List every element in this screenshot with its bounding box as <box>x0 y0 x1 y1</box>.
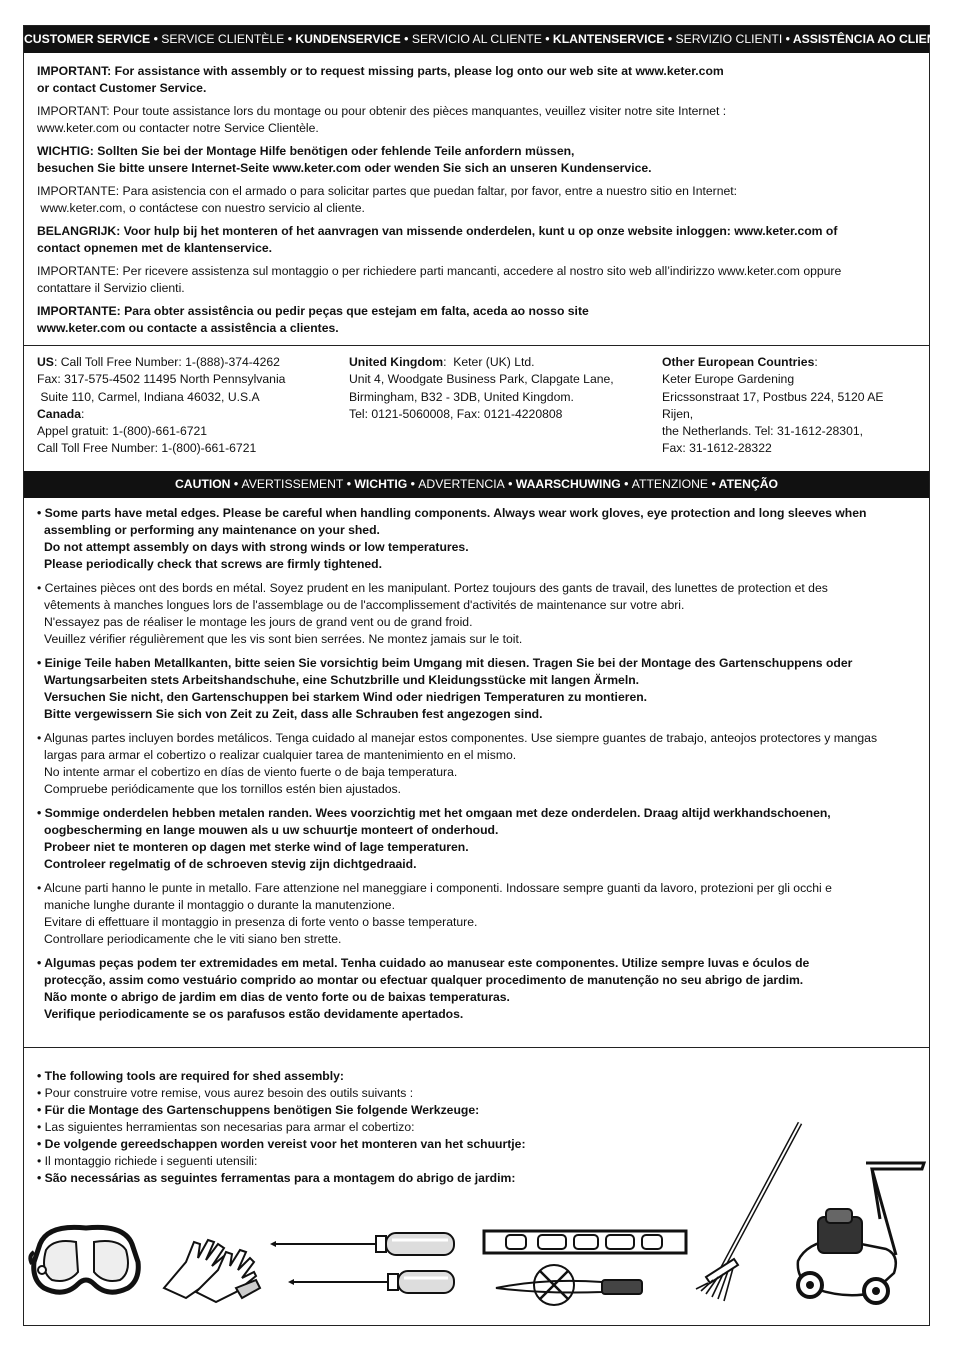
caution-line: Controleer regelmatig of de schroeven stevig zijn dichtgedraaid. <box>44 856 417 871</box>
caution-paragraph <box>37 505 916 573</box>
us-label: US <box>37 355 54 369</box>
lawn-mower-icon <box>776 1159 926 1309</box>
caution-line: Compruebe periódicamente que los tornillos estén bien ajustados. <box>44 781 402 796</box>
caution-line: protecção, assim como vestuário comprido ao montar ou efectuar qualquer procedimento de manutenção no seu abrigo de jardim. <box>44 972 804 987</box>
uk-label: United Kingdom <box>349 355 444 369</box>
caution-line: Do not attempt assembly on days with strong winds or low temperatures. <box>44 539 469 554</box>
bar-segment: • <box>284 32 296 46</box>
contact-us-canada <box>37 354 349 458</box>
work-gloves-icon <box>156 1232 266 1302</box>
bar-segment: ATENÇÃO <box>718 476 779 491</box>
bar-segment: SERVICE CLIENTÈLE <box>161 32 285 46</box>
bar-segment: • <box>400 32 412 46</box>
us-address: Suite 110, Carmel, Indiana 46032, U.S.A <box>37 389 260 404</box>
uk-company: : Keter (UK) Ltd. <box>443 355 535 369</box>
important-paragraph <box>37 303 916 337</box>
caution-bar <box>24 471 929 498</box>
caution-paragraph <box>37 805 916 873</box>
contact-details <box>24 346 929 464</box>
caution-line: Controllare periodicamente che le viti siano ben strette. <box>44 931 342 946</box>
caution-paragraph <box>37 730 916 798</box>
bar-segment: WICHTIG <box>354 476 408 491</box>
europe-fax: Fax: 31-1612-28322 <box>662 441 772 456</box>
contact-europe <box>662 354 916 458</box>
europe-address: Ericssonstraat 17, Postbus 224, 5120 AE Rijen, <box>662 389 884 421</box>
us-fax-address: Fax: 317-575-4502 11495 North Pennsylvania <box>37 372 286 387</box>
important-line: contact opnemen met de klantenservice. <box>37 241 273 255</box>
important-line: IMPORTANTE: Para asistencia con el armado o para solicitar partes que puedan faltar, por favor, entre a nuestro sitio en Internet: <box>37 184 738 198</box>
contact-uk <box>349 354 662 458</box>
instruction-sheet <box>23 25 952 1326</box>
caution-line: Verifique periodicamente se os parafusos estão devidamente apertados. <box>44 1006 464 1021</box>
canada-free-phone-en: Call Toll Free Number: 1-(800)-661-6721 <box>37 441 257 456</box>
europe-phone: the Netherlands. Tel: 31-1612-28301, <box>662 424 864 439</box>
caution-line: Please periodically check that screws are firmly tightened. <box>44 556 383 571</box>
caution-line: oogbescherming en lange mouwen als u uw schuurtje monteert of onderhoud. <box>44 822 499 837</box>
important-line: IMPORTANT: Pour toute assistance lors du montage ou pour obtenir des pièces manquantes, veuillez visiter notre site Internet : <box>37 104 727 118</box>
tools-line: • Für die Montage des Gartenschuppens benötigen Sie folgende Werkzeuge: <box>37 1103 480 1117</box>
important-paragraph <box>37 263 916 297</box>
bar-segment: KLANTENSERVICE <box>552 32 665 46</box>
important-paragraph <box>37 183 916 217</box>
important-line: besuchen Sie bitte unsere Internet-Seite www.keter.com oder wenden Sie sich an unseren Kundenservice. <box>37 161 652 175</box>
canada-label: Canada <box>37 406 82 421</box>
bar-segment: • <box>504 476 516 491</box>
caution-line: • Algunas partes incluyen bordes metálicos. Tenga cuidado al manejar estos componentes. Use siempre guantes de trabajo, anteojos protectores y mangas <box>37 730 878 745</box>
bar-segment: AVERTISSEMENT <box>241 476 344 491</box>
bar-segment: • <box>407 476 419 491</box>
caution-line: Wartungsarbeiten stets Arbeitshandschuhe, eine Schutzbrille und Kleidungsstücke mit langen Ärmeln. <box>44 672 640 687</box>
important-paragraph <box>37 143 916 177</box>
uk-phone: Tel: 0121-5060008, Fax: 0121-4220808 <box>349 406 563 421</box>
bar-segment: CUSTOMER SERVICE <box>24 32 151 46</box>
caution-line: • Sommige onderdelen hebben metalen randen. Wees voorzichtig met het omgaan met deze onderdelen. Draag altijd werkhandschoenen, <box>37 805 831 820</box>
bar-segment: ADVERTENCIA <box>418 476 505 491</box>
bar-segment: • <box>620 476 632 491</box>
uk-address-1: Unit 4, Woodgate Business Park, Clapgate Lane, <box>349 372 614 387</box>
important-line: IMPORTANTE: Per ricevere assistenza sul montaggio o per richiedere parti mancanti, accedere al nostro sito web all’indirizzo www.keter.com oppure <box>37 264 842 278</box>
no-knife-icon <box>494 1260 674 1310</box>
caution-line: • Some parts have metal edges. Please be careful when handling components. Always wear work gloves, eye protection and long sleeves when <box>37 505 867 520</box>
safety-goggles-icon <box>28 1222 146 1302</box>
bar-segment: • <box>541 32 553 46</box>
bar-segment: SERVIZIO CLIENTI <box>675 32 783 46</box>
bar-segment: • <box>343 476 355 491</box>
important-line: www.keter.com ou contacte a assistência a clientes. <box>37 321 339 335</box>
canada-colon: : <box>81 406 85 421</box>
important-notices <box>24 53 929 337</box>
us-phone: : Call Toll Free Number: 1-(888)-374-4262 <box>53 355 280 369</box>
caution-line: assembling or performing any maintenance on your shed. <box>44 522 380 537</box>
caution-line: • Algumas peças podem ter extremidades em metal. Tenha cuidado ao manusear este componentes. Utilize sempre luvas e óculos de <box>37 955 810 970</box>
important-line: WICHTIG: Sollten Sie bei der Montage Hilfe benötigen oder fehlende Teile anfordern müssen, <box>37 144 575 158</box>
caution-line: largas para armar el cobertizo o realizar cualquier tarea de mantenimiento en el mismo. <box>44 747 517 762</box>
important-paragraph <box>37 63 916 97</box>
caution-line: maniche lunghe durante il montaggio o durante la manutenzione. <box>44 897 395 912</box>
bar-segment: • <box>664 32 676 46</box>
bar-segment: • <box>782 32 793 46</box>
caution-line: • Certaines pièces ont des bords en métal. Soyez prudent en les manipulant. Portez toujours des gants de travail, des lunettes de protection et des <box>37 580 828 595</box>
tools-required <box>24 1068 539 1187</box>
bar-segment: ASSISTÊNCIA AO CLIENTE <box>792 32 952 46</box>
tools-line: • De volgende gereedschappen worden vereist voor het monteren van het schuurtje: <box>37 1137 526 1151</box>
important-line: IMPORTANTE: Para obter assistência ou pedir peças que estejam em falta, aceda ao nosso site <box>37 304 589 318</box>
caution-paragraph <box>37 880 916 948</box>
caution-paragraph <box>37 580 916 648</box>
customer-service-bar <box>24 26 952 53</box>
tools-line: • Il montaggio richiede i seguenti utensili: <box>37 1154 258 1168</box>
bar-segment: WAARSCHUWING <box>515 476 621 491</box>
caution-line: • Einige Teile haben Metallkanten, bitte seien Sie vorsichtig beim Umgang mit diesen. Tragen Sie bei der Montage des Gartenschuppens oder <box>37 655 853 670</box>
caution-line: • Alcune parti hanno le punte in metallo. Fare attenzione nel maneggiare i componenti. Indossare sempre guanti da lavoro, protezioni per gli occhi e <box>37 880 832 895</box>
caution-line: Não monte o abrigo de jardim em dias de vento forte ou de baixas temperaturas. <box>44 989 510 1004</box>
caution-line: Versuchen Sie nicht, den Gartenschuppen bei starkem Wind oder niedrigen Temperaturen zu montieren. <box>44 689 648 704</box>
bar-segment: • <box>708 476 719 491</box>
caution-line: Evitare di effettuare il montaggio in presenza di forte vento o basse temperature. <box>44 914 478 929</box>
important-line: IMPORTANT: For assistance with assembly or to request missing parts, please log onto our web site at www.keter.com <box>37 64 724 78</box>
screwdriver-icon <box>268 1228 458 1298</box>
caution-line: Probeer niet te monteren op dagen met sterke wind of lage temperaturen. <box>44 839 469 854</box>
important-paragraph <box>37 223 916 257</box>
important-line: www.keter.com, o contáctese con nuestro servicio al cliente. <box>37 201 365 215</box>
europe-company: Keter Europe Gardening <box>662 372 795 387</box>
tools-line: • Las siguientes herramientas son necesarias para armar el cobertizo: <box>37 1120 415 1134</box>
important-line: www.keter.com ou contacter notre Service Clientèle. <box>37 121 319 135</box>
caution-paragraph <box>37 655 916 723</box>
canada-free-phone-fr: Appel gratuit: 1-(800)-661-6721 <box>37 424 208 439</box>
caution-notices <box>24 498 929 1023</box>
important-line: BELANGRIJK: Voor hulp bij het monteren of het aanvragen van missende onderdelen, kunt u op onze website inloggen: www.keter.com of <box>37 224 838 238</box>
bar-segment: CAUTION <box>174 476 231 491</box>
level-icon <box>482 1229 688 1257</box>
bar-segment: ATTENZIONE <box>631 476 709 491</box>
europe-label: Other European Countries <box>662 355 815 369</box>
bar-segment: • <box>150 32 162 46</box>
bar-segment: KUNDENSERVICE <box>295 32 401 46</box>
important-line: contattare il Servizio clienti. <box>37 281 185 295</box>
tools-line: • The following tools are required for shed assembly: <box>37 1069 344 1083</box>
caution-line: Bitte vergewissern Sie sich von Zeit zu Zeit, dass alle Schrauben fest angezogen sind. <box>44 706 543 721</box>
caution-line: N'essayez pas de réaliser le montage les jours de grand vent ou de grand froid. <box>44 614 473 629</box>
tools-line: • São necessárias as seguintes ferramentas para a montagem do abrigo de jardim: <box>37 1171 516 1185</box>
europe-colon: : <box>814 355 818 369</box>
caution-line: vêtements à manches longues lors de l'assemblage ou de l'accomplissement d'activités de maintenance sur votre abri. <box>44 597 685 612</box>
bar-segment: • <box>230 476 242 491</box>
caution-line: Veuillez vérifier régulièrement que les vis sont bien serrées. Ne montez jamais sur le toit. <box>44 631 523 646</box>
uk-address-2: Birmingham, B32 - 3DB, United Kingdom. <box>349 389 574 404</box>
caution-paragraph <box>37 955 916 1023</box>
tools-line: • Pour construire votre remise, vous aurez besoin des outils suivants : <box>37 1086 414 1100</box>
important-paragraph <box>37 103 916 137</box>
caution-line: No intente armar el cobertizo en días de viento fuerte o de baja temperatura. <box>44 764 458 779</box>
important-line: or contact Customer Service. <box>37 81 207 95</box>
bar-segment: SERVICIO AL CLIENTE <box>411 32 542 46</box>
